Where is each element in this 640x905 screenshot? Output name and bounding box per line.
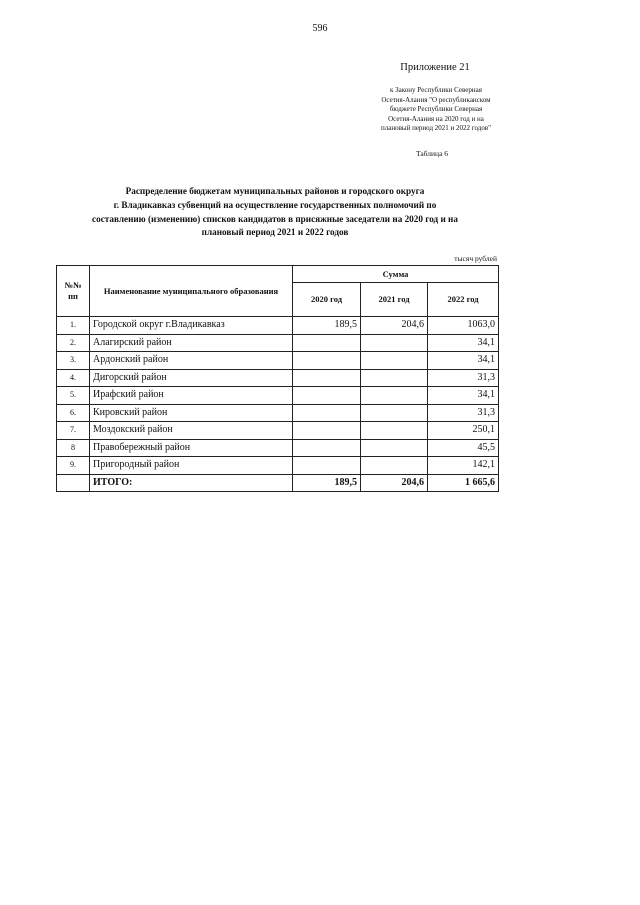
row-value-2021 [361,439,428,457]
total-value-2022: 1 665,6 [428,474,499,492]
header-year-2021: 2021 год [361,283,428,317]
row-number: 8 [57,439,90,457]
row-value-2020 [293,422,361,440]
header-sum: Сумма [293,266,499,283]
row-value-2022: 31,3 [428,369,499,387]
appendix-title: Приложение 21 [400,62,470,73]
law-reference-line: бюджете Республики Северная [389,105,483,114]
table-row [57,369,499,387]
row-value-2021 [361,457,428,475]
row-name: Дигорский район [90,369,293,387]
total-number [57,474,90,492]
law-reference-line: Осетия-Алания на 2020 год и на [388,114,484,123]
units-label: тысяч рублей [454,254,497,263]
table-label: Таблица 6 [415,149,449,158]
document-title-line: плановый период 2021 и 2022 годов [201,227,349,238]
row-number: 5. [57,387,90,405]
row-number: 3. [57,352,90,370]
row-name: Кировский район [90,404,293,422]
row-value-2020 [293,387,361,405]
table-row [57,317,499,335]
row-name: Ардонский район [90,352,293,370]
row-name: Городской округ г.Владикавказ [90,317,293,335]
total-label: ИТОГО: [90,474,293,492]
law-reference-line: к Закону Республики Северная [390,86,482,94]
row-value-2022: 34,1 [428,387,499,405]
row-name: Моздокский район [90,422,293,440]
total-row [57,474,499,492]
table-row [57,457,499,475]
law-reference [352,86,520,134]
document-title-line: г. Владикавказ субвенций на осуществление государственных полномочий по [113,199,437,210]
row-number: 7. [57,422,90,440]
row-value-2021 [361,369,428,387]
row-value-2022: 31,3 [428,404,499,422]
row-value-2021 [361,422,428,440]
law-reference-line: плановый период 2021 и 2022 годов" [380,124,492,133]
table-row [57,404,499,422]
row-value-2022: 34,1 [428,334,499,352]
law-reference-line: Осетия-Алания "О республиканском [381,95,491,104]
table-row [57,422,499,440]
row-number: 9. [57,457,90,475]
row-value-2021 [361,352,428,370]
header-year-2022: 2022 год [428,283,499,317]
row-number: 6. [57,404,90,422]
header-year-2020: 2020 год [293,283,361,317]
subsidy-table [56,265,499,492]
row-value-2022: 45,5 [428,439,499,457]
document-title-line: Распределение бюджетам муниципальных районов и городского округа [125,186,425,196]
row-value-2020 [293,439,361,457]
table-row [57,334,499,352]
row-number: 1. [57,317,90,335]
document-title [50,185,500,240]
table-row [57,352,499,370]
row-value-2021 [361,387,428,405]
row-name: Правобережный район [90,439,293,457]
table-row [57,387,499,405]
row-value-2020 [293,352,361,370]
row-number: 2. [57,334,90,352]
table-row [57,439,499,457]
row-value-2022: 1063,0 [428,317,499,335]
header-number: №№ пп [57,266,90,317]
row-value-2021: 204,6 [361,317,428,335]
row-value-2022: 250,1 [428,422,499,440]
header-name: Наименование муниципального образования [90,266,293,317]
document-title-line: составлению (изменению) списков кандидатов в присяжные заседатели на 2020 год и на [92,213,458,224]
row-number: 4. [57,369,90,387]
row-name: Алагирский район [90,334,293,352]
page-number: 596 [312,23,328,34]
row-name: Пригородный район [90,457,293,475]
row-value-2020: 189,5 [293,317,361,335]
row-value-2020 [293,404,361,422]
row-value-2021 [361,334,428,352]
row-value-2021 [361,404,428,422]
row-name: Ирафский район [90,387,293,405]
row-value-2022: 34,1 [428,352,499,370]
total-value-2021: 204,6 [361,474,428,492]
row-value-2020 [293,457,361,475]
row-value-2020 [293,334,361,352]
total-value-2020: 189,5 [293,474,361,492]
row-value-2020 [293,369,361,387]
row-value-2022: 142,1 [428,457,499,475]
